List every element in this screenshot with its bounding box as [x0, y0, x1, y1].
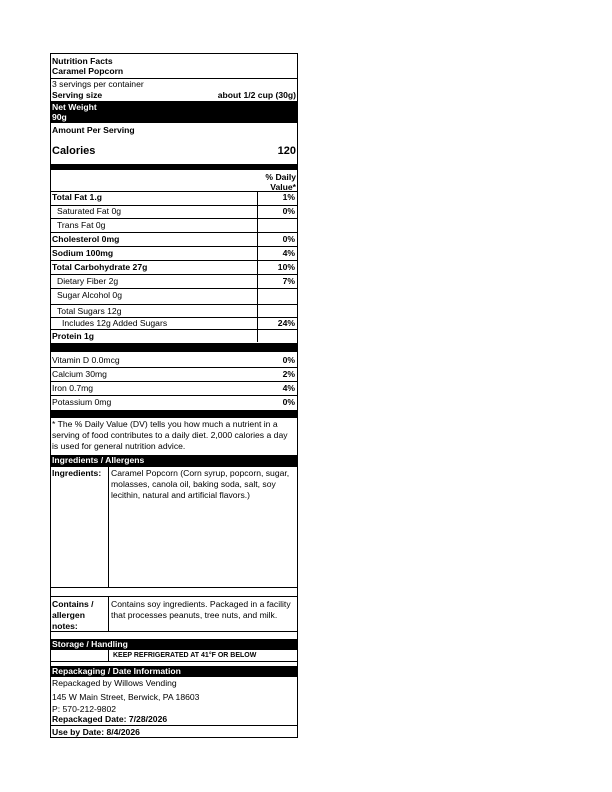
divider — [51, 466, 297, 467]
dv-total-fat: 1% — [282, 192, 295, 202]
divider — [51, 218, 297, 219]
divider — [51, 232, 297, 233]
dv-header-line-1: % Daily — [265, 172, 296, 182]
divider — [51, 246, 297, 247]
contains-line: Contains soy ingredients. Packaged in a facility — [111, 599, 291, 609]
serving-size-label: Serving size — [52, 90, 103, 100]
repack-phone: P: 570-212-9802 — [52, 704, 117, 714]
net-weight-value: 90g — [52, 112, 67, 122]
label-title: Nutrition Facts — [52, 56, 113, 66]
divider — [51, 260, 297, 261]
contains-label-line: Contains / — [52, 599, 94, 609]
iron: Iron 0.7mg — [52, 383, 94, 393]
nutrient-added-sugars: Includes 12g Added Sugars — [62, 318, 168, 328]
thick-divider — [51, 343, 297, 352]
nutrition-label — [50, 53, 298, 738]
calcium: Calcium 30mg — [52, 369, 107, 379]
dv-cholesterol: 0% — [282, 234, 295, 244]
nutrient-sugar-alcohol: Sugar Alcohol 0g — [57, 290, 122, 300]
dv-saturated-fat: 0% — [282, 206, 295, 216]
vitamin-d: Vitamin D 0.0mcg — [52, 355, 120, 365]
ingredients-line: molasses, canola oil, baking soda, salt, soy — [111, 479, 276, 489]
nutrient-total-fat: Total Fat 1.g — [52, 192, 102, 202]
ingredients-text — [111, 468, 289, 501]
dv-sodium: 4% — [282, 248, 295, 258]
dv-total-carbohydrate: 10% — [277, 262, 295, 272]
column-divider — [257, 191, 258, 342]
ingredients-label: Ingredients: — [52, 468, 102, 478]
dv-added-sugars: 24% — [277, 318, 295, 328]
nutrient-cholesterol: Cholesterol 0mg — [52, 234, 120, 244]
contains-label — [52, 599, 94, 632]
divider — [51, 274, 297, 275]
nutrient-dietary-fiber: Dietary Fiber 2g — [57, 276, 119, 286]
dv-header — [265, 172, 296, 192]
dv-iron: 4% — [282, 383, 295, 393]
column-divider — [108, 650, 109, 661]
column-divider — [108, 466, 109, 587]
repack-address: 145 W Main Street, Berwick, PA 18603 — [52, 692, 200, 702]
repack-heading: Repackaging / Date Information — [51, 666, 297, 677]
contains-line: that processes peanuts, tree nuts, and milk. — [111, 610, 278, 620]
use-by-date: Use by Date: 8/4/2026 — [52, 727, 140, 737]
divider — [51, 304, 297, 305]
product-name: Caramel Popcorn — [52, 66, 124, 76]
calories-label: Calories — [52, 145, 96, 157]
divider — [51, 381, 297, 382]
divider — [51, 587, 297, 588]
nutrient-protein: Protein 1g — [52, 331, 95, 341]
nutrient-trans-fat: Trans Fat 0g — [57, 220, 106, 230]
nutrient-total-sugars: Total Sugars 12g — [57, 306, 122, 316]
contains-text — [111, 599, 291, 621]
storage-heading: Storage / Handling — [51, 639, 297, 650]
amount-per-serving: Amount Per Serving — [52, 125, 135, 135]
divider — [51, 367, 297, 368]
servings-per-container: 3 servings per container — [52, 79, 144, 89]
divider — [51, 596, 297, 597]
footnote-line: * The % Daily Value (DV) tells you how much a nutrient in a — [52, 419, 278, 429]
ingredients-line: Caramel Popcorn (Corn syrup, popcorn, sugar, — [111, 468, 290, 478]
nutrient-sodium: Sodium 100mg — [52, 248, 114, 258]
thick-divider — [51, 410, 297, 418]
thick-divider — [51, 164, 297, 170]
contains-label-line: allergen — [52, 610, 85, 620]
divider — [51, 329, 297, 330]
divider — [51, 661, 297, 662]
storage-instruction: KEEP REFRIGERATED AT 41°F OR BELOW — [113, 652, 257, 659]
ingredients-allergens-heading: Ingredients / Allergens — [51, 455, 297, 466]
footnote-line: serving of food contributes to a daily diet. 2,000 calories a day — [52, 430, 288, 440]
divider — [51, 395, 297, 396]
potassium: Potassium 0mg — [52, 397, 112, 407]
dv-potassium: 0% — [282, 397, 295, 407]
repackaged-date: Repackaged Date: 7/28/2026 — [52, 714, 168, 724]
serving-size-value: about 1/2 cup (30g) — [217, 90, 296, 100]
calories-value: 120 — [277, 145, 296, 157]
contains-label-line: notes: — [52, 621, 78, 631]
divider — [51, 725, 297, 726]
footnote-line: is used for general nutrition advice. — [52, 441, 186, 451]
divider — [51, 631, 297, 632]
nutrient-saturated-fat: Saturated Fat 0g — [57, 206, 122, 216]
footnote — [52, 419, 288, 452]
dv-calcium: 2% — [282, 369, 295, 379]
dv-header-line-2: Value* — [270, 182, 296, 192]
net-weight-label: Net Weight — [52, 102, 97, 112]
divider — [51, 288, 297, 289]
nutrient-total-carbohydrate: Total Carbohydrate 27g — [52, 262, 148, 272]
dv-dietary-fiber: 7% — [282, 276, 295, 286]
ingredients-line: lecithin, natural and artificial flavors.) — [111, 490, 250, 500]
dv-vitamin-d: 0% — [282, 355, 295, 365]
repackaged-by: Repackaged by Willows Vending — [52, 678, 177, 688]
column-divider — [108, 596, 109, 631]
